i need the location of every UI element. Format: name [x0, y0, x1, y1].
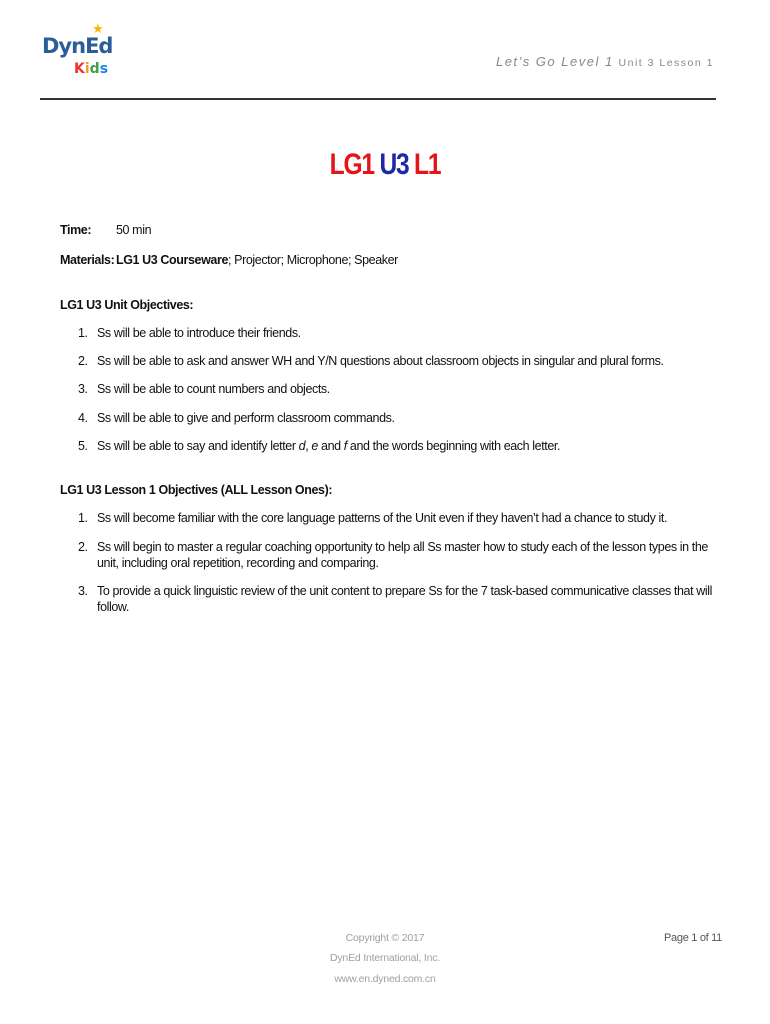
list-number: 2. [78, 539, 88, 554]
list-item-text: Ss will be able to give and perform classroom commands. [97, 410, 395, 425]
list-item-text: To provide a quick linguistic review of the unit content to prepare Ss for the 7 task-based communicative classes that will follow. [97, 584, 713, 615]
materials-row [60, 252, 730, 268]
text-fragment: and [317, 438, 344, 453]
unit-objectives-heading: LG1 U3 Unit Objectives: [60, 297, 194, 312]
title-level: LG1 [329, 148, 374, 181]
list-number: 4. [78, 410, 88, 425]
text-fragment: and the words beginning with each letter. [346, 438, 561, 453]
time-label: Time: [60, 223, 92, 237]
text-fragment: Ss will be able to say and identify letter [97, 438, 299, 453]
list-number: 3. [78, 382, 88, 397]
list-item-text: Ss will begin to master a regular coaching opportunity to help all Ss master how to study each of the lesson types in the unit, including oral repetition, recording and comparing. [97, 539, 708, 570]
footer-copyright [0, 928, 770, 989]
lesson-objectives-list [60, 510, 730, 615]
document-body [60, 222, 730, 628]
list-item [60, 539, 730, 572]
header-divider [40, 98, 716, 100]
letter-e: e [311, 438, 318, 453]
list-number: 2. [78, 354, 88, 368]
time-row [60, 222, 730, 238]
logo-kids-letter: s [99, 61, 109, 77]
website-text: www.en.dyned.com.cn [334, 972, 436, 985]
logo-brand: DynEd [42, 34, 113, 58]
logo-kids-letter: K [74, 61, 85, 77]
list-item-text: Ss will be able to ask and answer WH and Y/N questions about classroom objects in singular and plural forms. [97, 354, 664, 368]
dyned-kids-logo [40, 22, 112, 86]
list-item [60, 353, 730, 369]
materials-label: Materials: [60, 253, 115, 268]
list-item-text: Ss will become familiar with the core language patterns of the Unit even if they haven’t had a chance to study it. [97, 511, 668, 526]
materials-courseware: LG1 U3 Courseware [116, 253, 228, 268]
list-item [60, 583, 730, 616]
running-header [496, 54, 714, 69]
page-number: Page 1 of 11 [664, 932, 722, 944]
logo-kids-letter: d [89, 61, 100, 77]
list-number: 3. [78, 584, 88, 598]
lesson-objectives-heading: LG1 U3 Lesson 1 Objectives (ALL Lesson Ones): [60, 483, 333, 497]
list-item-text: Ss will be able to count numbers and objects. [97, 382, 330, 397]
title-lesson: L1 [414, 148, 441, 181]
list-number: 1. [78, 325, 88, 340]
text-fragment: , [305, 438, 312, 453]
logo-kids-letter: i [84, 61, 90, 77]
list-number: 1. [78, 511, 88, 526]
time-value: 50 min [116, 223, 152, 237]
list-item [60, 510, 730, 526]
list-item-text [97, 438, 730, 454]
unit-objectives-list [60, 325, 730, 454]
unit-lesson: Unit 3 Lesson 1 [618, 57, 714, 69]
star-icon: ★ [92, 21, 104, 36]
letter-d: d [298, 438, 306, 453]
list-item-text: Ss will be able to introduce their friends. [97, 325, 301, 340]
letter-f: f [343, 438, 347, 453]
logo-kids [74, 62, 108, 76]
materials-rest: ; Projector; Microphone; Speaker [228, 253, 398, 268]
page-title [69, 148, 700, 182]
list-item [60, 381, 730, 397]
list-item [60, 410, 730, 426]
materials-value [116, 252, 730, 268]
list-item [60, 325, 730, 341]
list-number: 5. [78, 438, 88, 453]
company-name: DynEd International, Inc. [330, 952, 440, 965]
copyright-text: Copyright © 2017 [345, 932, 425, 944]
title-unit: U3 [379, 148, 409, 181]
list-item [60, 438, 730, 454]
course-name: Let’s Go Level 1 [495, 54, 614, 69]
